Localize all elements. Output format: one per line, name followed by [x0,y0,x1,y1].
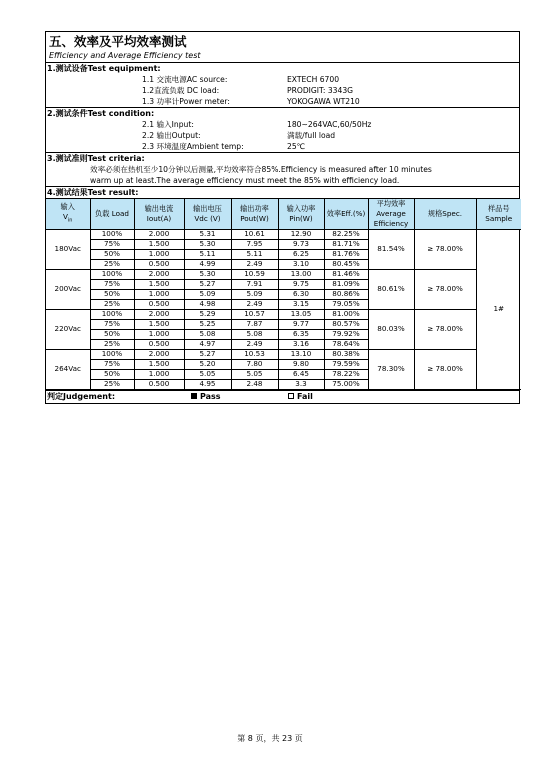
eff-cell: 78.22% [324,370,368,380]
col-average: 平均效率 Average Efficiency [368,199,414,230]
input-voltage-cell: 264Vac [46,350,90,390]
equipment-list [46,74,519,107]
pin-cell: 13.05 [278,310,324,320]
vdc-cell: 4.98 [184,300,231,310]
table-row [46,350,521,360]
iout-cell: 0.500 [134,380,184,390]
spec-line [46,96,519,107]
spec-value: 满载/full load [287,131,336,140]
vdc-cell: 5.30 [184,240,231,250]
unchecked-box-icon [288,393,294,399]
load-cell: 25% [90,260,134,270]
eff-cell: 80.45% [324,260,368,270]
criteria-section [46,153,519,187]
spec-cell: ≥ 78.00% [414,230,476,270]
condition-list [46,119,519,152]
iout-cell: 2.000 [134,230,184,240]
load-cell: 50% [90,290,134,300]
fail-option [288,391,313,403]
average-eff-cell: 80.61% [368,270,414,310]
input-voltage-cell: 180Vac [46,230,90,270]
pout-cell: 5.05 [231,370,278,380]
pout-cell: 10.61 [231,230,278,240]
vdc-cell: 5.27 [184,350,231,360]
checked-box-icon [191,393,197,399]
pout-cell: 7.95 [231,240,278,250]
eff-cell: 81.46% [324,270,368,280]
load-cell: 75% [90,240,134,250]
spec-line [46,130,519,141]
vdc-cell: 5.25 [184,320,231,330]
load-cell: 100% [90,350,134,360]
pin-cell: 3.15 [278,300,324,310]
table-row [46,270,521,280]
sample-cell: 1# [476,230,521,390]
judgement-label: 判定Judgement: [47,392,116,401]
pin-cell: 3.16 [278,340,324,350]
results-header-row [46,199,521,230]
pin-cell: 9.77 [278,320,324,330]
report-header [46,32,519,63]
judgement-row [46,391,519,403]
pin-cell: 6.35 [278,330,324,340]
vdc-cell: 5.05 [184,370,231,380]
load-cell: 25% [90,380,134,390]
condition-header: 2.测试条件Test condition: [47,109,155,118]
pout-cell: 7.91 [231,280,278,290]
eff-cell: 79.59% [324,360,368,370]
col-spec: 规格Spec. [414,199,476,230]
spec-line [46,85,519,96]
average-eff-cell: 80.03% [368,310,414,350]
pin-cell: 6.45 [278,370,324,380]
pin-cell: 13.10 [278,350,324,360]
pin-cell: 3.3 [278,380,324,390]
eff-cell: 79.05% [324,300,368,310]
pin-cell: 3.10 [278,260,324,270]
col-pin: 输入功率 Pin(W) [278,199,324,230]
input-voltage-cell: 220Vac [46,310,90,350]
vdc-cell: 5.09 [184,290,231,300]
equipment-header: 1.测试设备Test equipment: [47,64,161,73]
eff-cell: 81.09% [324,280,368,290]
vdc-cell: 5.20 [184,360,231,370]
vdc-cell: 5.08 [184,330,231,340]
pout-cell: 5.11 [231,250,278,260]
iout-cell: 2.000 [134,270,184,280]
pin-cell: 9.73 [278,240,324,250]
col-sample: 样品号 Sample [476,199,521,230]
spec-line [46,119,519,130]
col-iout: 输出电流 Iout(A) [134,199,184,230]
vdc-cell: 5.11 [184,250,231,260]
spec-value: 25℃ [287,142,306,151]
section-title: 五、效率及平均效率测试 [49,34,187,49]
col-input: 输入 $V_{in}$ [46,199,90,230]
spec-line [46,74,519,85]
spec-label: 2.2 输出Output: [142,131,201,140]
results-header: 4.测试结果Test result: [46,187,519,199]
input-voltage-cell: 200Vac [46,270,90,310]
iout-cell: 0.500 [134,340,184,350]
eff-cell: 80.86% [324,290,368,300]
iout-cell: 1.000 [134,250,184,260]
pout-cell: 2.49 [231,340,278,350]
spec-label: 1.2直流负载 DC load: [142,86,220,95]
average-eff-cell: 78.30% [368,350,414,390]
vdc-cell: 4.97 [184,340,231,350]
spec-cell: ≥ 78.00% [414,310,476,350]
pout-cell: 10.53 [231,350,278,360]
eff-cell: 81.76% [324,250,368,260]
load-cell: 75% [90,320,134,330]
criteria-line-2: warm up at least.The average efficiency must meet the 85% with efficiency load. [90,176,400,185]
eff-cell: 80.57% [324,320,368,330]
spec-cell: ≥ 78.00% [414,350,476,390]
spec-label: 1.1 交流电源AC source: [142,75,228,84]
spec-value: 180~264VAC,60/50Hz [287,120,372,129]
iout-cell: 1.000 [134,370,184,380]
vdc-cell: 4.99 [184,260,231,270]
eff-cell: 81.71% [324,240,368,250]
page-footer: 第 8 页，共 23 页 [237,734,303,743]
pout-cell: 2.49 [231,300,278,310]
pout-cell: 10.59 [231,270,278,280]
results-body [46,230,521,390]
iout-cell: 0.500 [134,260,184,270]
vdc-cell: 4.95 [184,380,231,390]
pout-cell: 10.57 [231,310,278,320]
pout-cell: 2.48 [231,380,278,390]
pout-cell: 5.08 [231,330,278,340]
eff-cell: 81.00% [324,310,368,320]
iout-cell: 2.000 [134,350,184,360]
iout-cell: 1.000 [134,330,184,340]
fail-label: Fail [297,392,313,401]
load-cell: 50% [90,330,134,340]
table-row [46,230,521,240]
average-eff-cell: 81.54% [368,230,414,270]
pin-cell: 9.75 [278,280,324,290]
iout-cell: 0.500 [134,300,184,310]
spec-label: 1.3 功率计Power meter: [142,97,230,106]
col-load: 负载 Load [90,199,134,230]
pin-cell: 9.80 [278,360,324,370]
load-cell: 25% [90,300,134,310]
pout-cell: 5.09 [231,290,278,300]
iout-cell: 1.500 [134,320,184,330]
report-page [45,31,520,404]
iout-cell: 1.000 [134,290,184,300]
pin-cell: 6.30 [278,290,324,300]
spec-value: EXTECH 6700 [287,75,340,84]
vdc-cell: 5.29 [184,310,231,320]
pout-cell: 7.87 [231,320,278,330]
vdc-cell: 5.31 [184,230,231,240]
pin-cell: 13.00 [278,270,324,280]
iout-cell: 1.500 [134,240,184,250]
load-cell: 100% [90,230,134,240]
vdc-cell: 5.27 [184,280,231,290]
col-pout: 输出功率 Pout(W) [231,199,278,230]
section-subtitle: Efficiency and Average Efficiency test [46,50,519,63]
criteria-header: 3.测试准则Test criteria: [47,154,145,163]
pass-label: Pass [200,392,221,401]
eff-cell: 80.38% [324,350,368,360]
spec-label: 2.3 环境温度Ambient temp: [142,142,244,151]
vdc-cell: 5.30 [184,270,231,280]
load-cell: 75% [90,360,134,370]
load-cell: 50% [90,250,134,260]
pout-cell: 7.80 [231,360,278,370]
criteria-line-1: 效率必须在热机至少10分钟以后测量,平均效率符合85%.Efficiency is measured after 10 minutes [90,165,432,174]
eff-cell: 82.25% [324,230,368,240]
spec-cell: ≥ 78.00% [414,270,476,310]
pout-cell: 2.49 [231,260,278,270]
pin-cell: 12.90 [278,230,324,240]
load-cell: 50% [90,370,134,380]
results-table [46,199,521,390]
table-row [46,310,521,320]
iout-cell: 2.000 [134,310,184,320]
load-cell: 100% [90,310,134,320]
condition-section [46,108,519,153]
eff-cell: 75.00% [324,380,368,390]
col-eff: 效率Eff.(%) [324,199,368,230]
pin-cell: 6.25 [278,250,324,260]
iout-cell: 1.500 [134,280,184,290]
eff-cell: 78.64% [324,340,368,350]
spec-line [46,141,519,152]
pass-option [191,391,221,403]
col-vdc: 输出电压 Vdc (V) [184,199,231,230]
spec-value: PRODIGIT: 3343G [287,86,354,95]
load-cell: 100% [90,270,134,280]
eff-cell: 79.92% [324,330,368,340]
iout-cell: 1.500 [134,360,184,370]
results-section [46,187,519,391]
equipment-section [46,63,519,108]
spec-label: 2.1 输入Input: [142,120,194,129]
report-frame [45,31,520,404]
load-cell: 75% [90,280,134,290]
load-cell: 25% [90,340,134,350]
spec-value: YOKOGAWA WT210 [287,97,360,106]
